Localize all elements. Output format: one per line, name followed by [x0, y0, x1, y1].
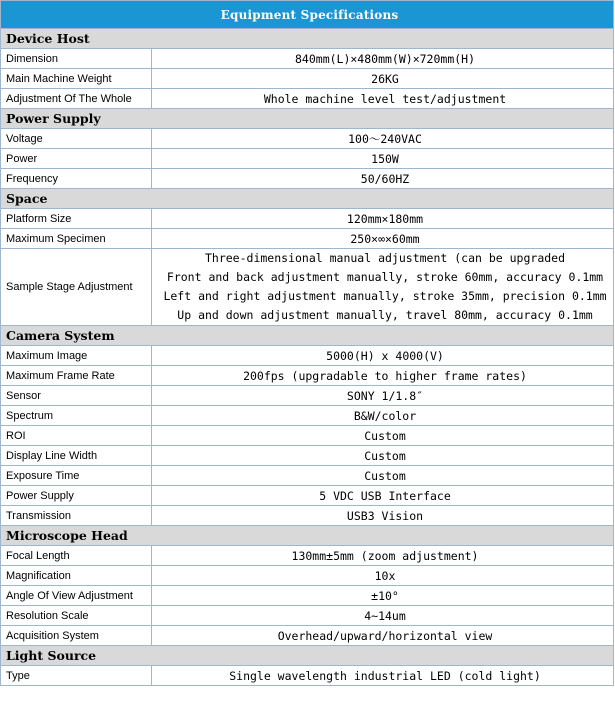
spec-label: Sample Stage Adjustment: [1, 249, 152, 326]
spec-value-line: Front and back adjustment manually, stroke 60mm, accuracy 0.1mm: [166, 270, 604, 284]
spec-label: Exposure Time: [1, 466, 152, 486]
spec-row-platform-size: [1, 209, 614, 229]
spec-row-power: [1, 149, 614, 169]
spec-value: USB3 Vision: [152, 506, 614, 526]
spec-label: ROI: [1, 426, 152, 446]
spec-label: Angle Of View Adjustment: [1, 586, 152, 606]
spec-value-line: Three-dimensional manual adjustment (can be upgraded: [204, 251, 566, 265]
spec-label: Transmission: [1, 506, 152, 526]
spec-value-line: Left and right adjustment manually, stroke 35mm, precision 0.1mm: [163, 289, 607, 303]
spec-label: Power Supply: [1, 486, 152, 506]
spec-row-dimension: [1, 49, 614, 69]
spec-label: Adjustment Of The Whole: [1, 89, 152, 109]
section-row-space: [1, 189, 614, 209]
spec-value: SONY 1/1.8″: [152, 386, 614, 406]
spec-row-display-line-width: [1, 446, 614, 466]
section-row-microscope-head: [1, 526, 614, 546]
spec-value: 120mm×180mm: [152, 209, 614, 229]
spec-value: 5 VDC USB Interface: [152, 486, 614, 506]
spec-row-sample-stage-adjustment: [1, 249, 614, 326]
spec-row-acquisition-system: [1, 626, 614, 646]
section-heading: Light Source: [1, 646, 614, 666]
spec-row-focal-length: [1, 546, 614, 566]
spec-row-maximum-image: [1, 346, 614, 366]
spec-label: Maximum Image: [1, 346, 152, 366]
spec-value: Single wavelength industrial LED (cold light): [152, 666, 614, 686]
spec-label: Spectrum: [1, 406, 152, 426]
title-row: [1, 1, 614, 29]
spec-label: Voltage: [1, 129, 152, 149]
section-row-light-source: [1, 646, 614, 666]
spec-row-type: [1, 666, 614, 686]
spec-value: 200fps (upgradable to higher frame rates): [152, 366, 614, 386]
section-heading: Camera System: [1, 326, 614, 346]
section-row-power-supply: [1, 109, 614, 129]
spec-value: 840mm(L)×480mm(W)×720mm(H): [152, 49, 614, 69]
spec-label: Acquisition System: [1, 626, 152, 646]
spec-label: Magnification: [1, 566, 152, 586]
spec-label: Resolution Scale: [1, 606, 152, 626]
section-row-device-host: [1, 29, 614, 49]
spec-label: Power: [1, 149, 152, 169]
spec-value: B&W/color: [152, 406, 614, 426]
spec-label: Sensor: [1, 386, 152, 406]
spec-value: 26KG: [152, 69, 614, 89]
section-heading: Microscope Head: [1, 526, 614, 546]
spec-row-sensor: [1, 386, 614, 406]
spec-label: Maximum Specimen: [1, 229, 152, 249]
spec-value: 100～240VAC: [152, 129, 614, 149]
spec-label: Platform Size: [1, 209, 152, 229]
spec-row-frequency: [1, 169, 614, 189]
spec-row-main-machine-weight: [1, 69, 614, 89]
spec-label: Main Machine Weight: [1, 69, 152, 89]
spec-row-maximum-frame-rate: [1, 366, 614, 386]
spec-label: Type: [1, 666, 152, 686]
spec-row-transmission: [1, 506, 614, 526]
spec-row-roi: [1, 426, 614, 446]
spec-value: Overhead/upward/horizontal view: [152, 626, 614, 646]
section-heading: Power Supply: [1, 109, 614, 129]
spec-value: Custom: [152, 426, 614, 446]
section-heading: Space: [1, 189, 614, 209]
spec-value-multiline: [152, 249, 614, 326]
spec-value-line: Up and down adjustment manually, travel 80mm, accuracy 0.1mm: [177, 308, 593, 322]
spec-row-spectrum: [1, 406, 614, 426]
spec-row-power-supply: [1, 486, 614, 506]
spec-row-voltage: [1, 129, 614, 149]
table-title: Equipment Specifications: [1, 1, 614, 29]
section-row-camera-system: [1, 326, 614, 346]
spec-table-body: [1, 1, 614, 686]
spec-label: Focal Length: [1, 546, 152, 566]
spec-value: 4~14um: [152, 606, 614, 626]
spec-label: Frequency: [1, 169, 152, 189]
spec-value: Custom: [152, 446, 614, 466]
spec-row-maximum-specimen: [1, 229, 614, 249]
spec-value: 50/60HZ: [152, 169, 614, 189]
spec-value: 10x: [152, 566, 614, 586]
spec-label: Dimension: [1, 49, 152, 69]
spec-value: ±10°: [152, 586, 614, 606]
spec-value: Whole machine level test/adjustment: [152, 89, 614, 109]
spec-value: 5000(H) x 4000(V): [152, 346, 614, 366]
spec-row-angle-of-view-adjustment: [1, 586, 614, 606]
spec-label: Display Line Width: [1, 446, 152, 466]
spec-row-exposure-time: [1, 466, 614, 486]
spec-value: 150W: [152, 149, 614, 169]
spec-value: 250×∞×60mm: [152, 229, 614, 249]
spec-label: Maximum Frame Rate: [1, 366, 152, 386]
spec-row-resolution-scale: [1, 606, 614, 626]
spec-row-adjustment-of-the-whole: [1, 89, 614, 109]
spec-row-magnification: [1, 566, 614, 586]
section-heading: Device Host: [1, 29, 614, 49]
spec-value: Custom: [152, 466, 614, 486]
spec-value: 130mm±5mm (zoom adjustment): [152, 546, 614, 566]
